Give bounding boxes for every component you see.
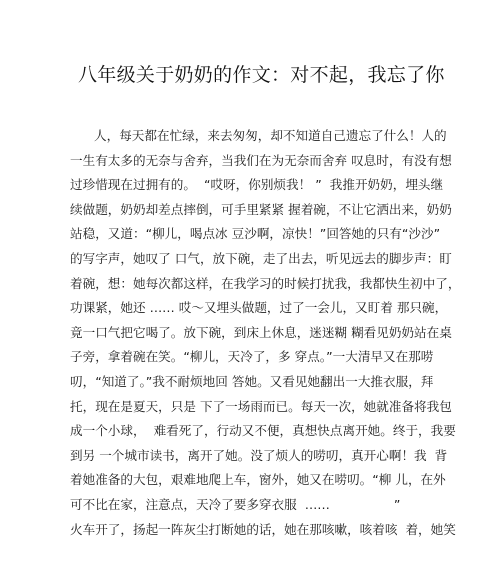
article-title: 八年级关于奶奶的作文：对不起，我忘了你: [78, 64, 445, 86]
paragraph-line: 子旁，拿着碗在笑。“柳儿，天冷了，多 穿点。”一大清早又在那唠: [70, 349, 434, 365]
paragraph-line: 功课紧，她还 …… 哎～又埋头做题，过了一会儿，又盯着 那只碗，: [70, 300, 448, 316]
paragraph-line: 成一个小球， 难看死了，行动又不便，真想快点离开她。终于，我要: [70, 423, 456, 439]
paragraph-line: 续做题，奶奶却差点摔倒，可手里紧紧 握着碗，不让它洒出来，奶奶: [70, 201, 452, 217]
paragraph-line: 托，现在是夏天，只是 下了一场雨而已。每天一次，她就准备将我包: [70, 398, 452, 414]
paragraph-line: 火车开了，扬起一阵灰尘打断她的话，她在那咳嗽，咳着咳 着，她笑: [70, 521, 456, 537]
paragraph-line: 过珍惜现在过拥有的。 “哎呀，你别烦我！ ” 我推开奶奶，埋头继: [70, 177, 444, 193]
paragraph-line: 着碗，想：她每次都这样，在我学习的时候打扰我，我都快生初中了，: [70, 275, 461, 291]
paragraph-line: 的写字声，她叹了 口气，放下碗，走了出去，听见远去的脚步声：盯: [70, 250, 452, 266]
paragraph-line: 一生有太多的无奈与舍弃，当我们在为无奈而舍弃 叹息时，有没有想: [70, 152, 452, 168]
paragraph-line: 人，每天都在忙绿，来去匆匆，却不知道自己遗忘了什么！人的: [70, 128, 447, 143]
paragraph-line: 到另 一个城市读书，离开了她。没了烦人的唠叨，真开心啊！我 背: [70, 447, 448, 463]
paragraph-line: 叨，“知道了。”我不耐烦地回 答她。又看见她翻出一大推衣服，拜: [70, 373, 434, 389]
paragraph-line: 竟一口气把它喝了。放下碗，到床上休息，迷迷糊 糊看见奶奶站在桌: [70, 324, 452, 340]
paragraph-line: 着她准备的大包，艰难地爬上车，窗外，她又在唠叨。“柳 儿，在外: [70, 472, 446, 488]
paragraph-line: 站稳，又道：“柳儿，喝点冰 豆沙啊，凉快！”回答她的只有“沙沙”: [70, 226, 441, 242]
paragraph-line: 可不比在家，注意点，天冷了要多穿衣服 …… ”: [70, 496, 401, 512]
article-body: [70, 124, 461, 542]
